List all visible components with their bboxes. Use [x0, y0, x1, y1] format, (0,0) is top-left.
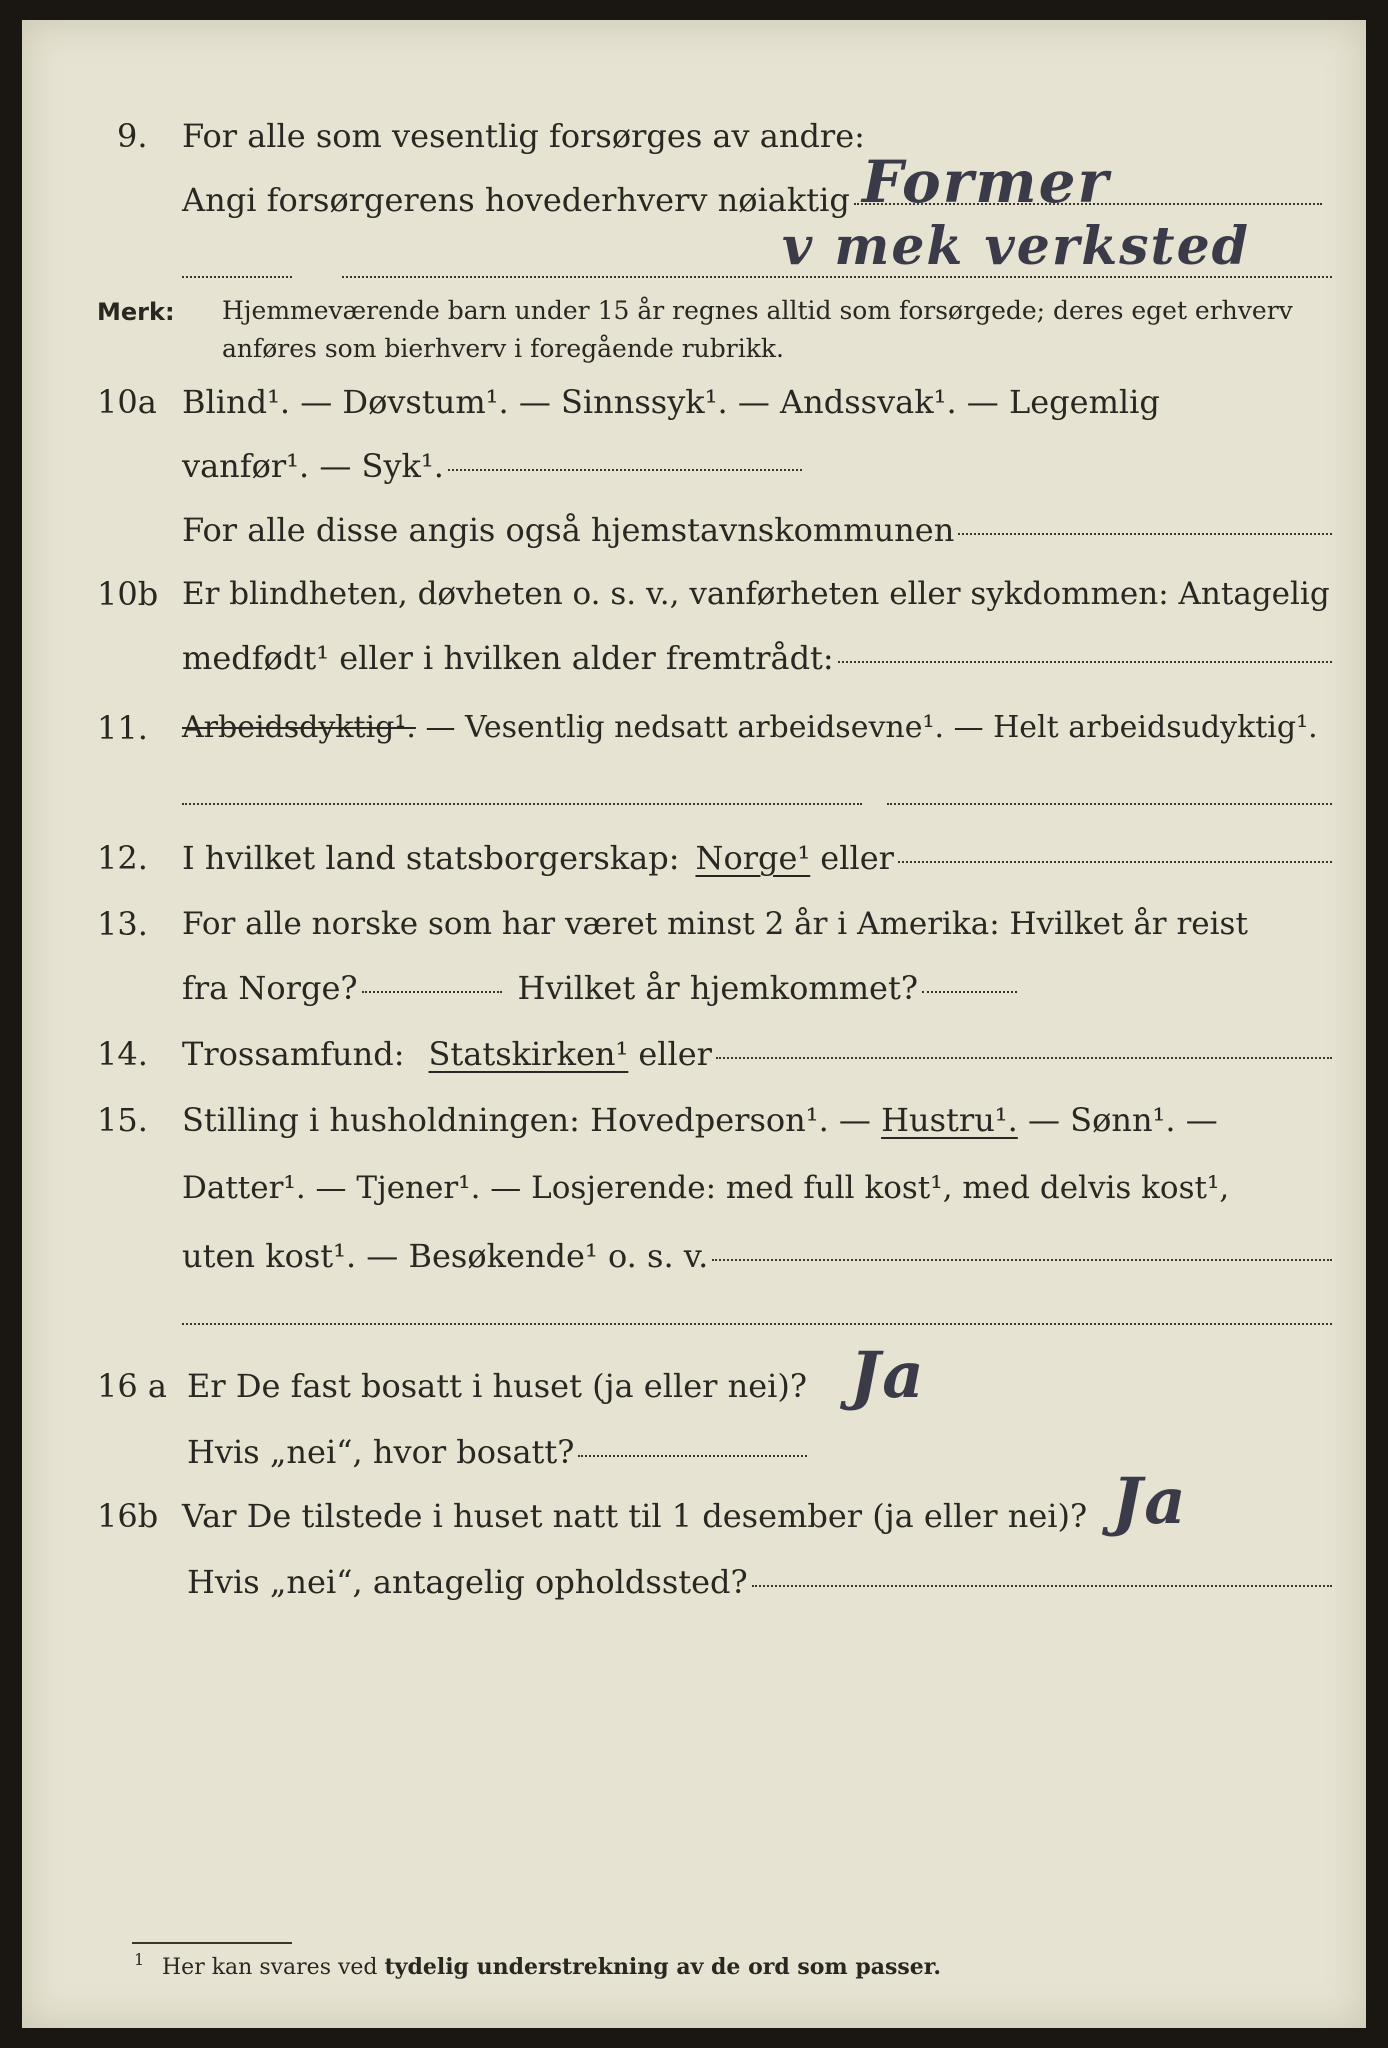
- q11-line: [182, 708, 1318, 748]
- q16b-line2-row: [187, 1562, 1332, 1602]
- q13-number: 13.: [97, 905, 148, 943]
- q10b-line1: Er blindheten, døvheten o. s. v., vanførheten eller sykdommen: Antagelig: [182, 576, 1330, 612]
- q14-number: 14.: [97, 1035, 148, 1073]
- q12-pre: I hvilket land statsborgerskap:: [182, 839, 680, 877]
- q15-marked-answer: Hustru¹.: [881, 1101, 1018, 1139]
- q16b-number: 16b: [97, 1497, 159, 1535]
- q15-extra-field: [182, 1322, 1332, 1325]
- q10a-syk-field: [448, 468, 802, 471]
- q16b-line2: Hvis „nei“, antagelig opholdssted?: [187, 1563, 748, 1601]
- q9-line2: Angi forsørgerens hovederhverv nøiaktig: [182, 181, 850, 219]
- q13-line2-row: [182, 968, 1017, 1008]
- q10a-kommune-field: [958, 532, 1332, 535]
- q10b-line2-row: [182, 638, 1332, 678]
- q9-line1: For alle som vesentlig forsørges av andre:: [182, 117, 865, 155]
- q13-line2a: fra Norge?: [182, 969, 358, 1007]
- q16a-field: [578, 1454, 807, 1457]
- q12-field: [898, 860, 1332, 863]
- merk-text: Hjemmeværende barn under 15 år regnes alltid som forsørgede; deres eget erhverv anføres som bierhverv i foregående rubrikk.: [222, 296, 1293, 363]
- q10a-line2: vanfør¹. — Syk¹.: [182, 447, 444, 485]
- q12-post: eller: [820, 839, 894, 877]
- footnote-rule: [132, 1942, 292, 1944]
- q9-line2-row: [182, 180, 1322, 220]
- q11-marked-answer: Arbeidsdyktig¹.: [182, 710, 416, 745]
- q16a-number: 16 a: [97, 1367, 167, 1405]
- q10a-line3-row: [182, 510, 1332, 550]
- q15-line1-post: — Sønn¹. —: [1027, 1101, 1218, 1139]
- q14-marked-answer: Statskirken¹: [428, 1035, 629, 1073]
- q9-extra-field-a: [182, 275, 292, 278]
- q15-line1: [182, 1100, 1218, 1140]
- q13-line2b: Hvilket år hjemkommet?: [517, 969, 918, 1007]
- q16b-field: [752, 1584, 1332, 1587]
- q11-rest: — Vesentlig nedsatt arbeidsevne¹. — Helt arbeidsudyktig¹.: [425, 710, 1318, 745]
- footnote-mark: 1: [134, 1950, 145, 1969]
- q13-line1: For alle norske som har været minst 2 år i Amerika: Hvilket år reist: [182, 906, 1248, 942]
- q16a-line1: Er De fast bosatt i huset (ja eller nei)?: [187, 1367, 808, 1405]
- q10a-line2-row: [182, 446, 802, 486]
- q16a-handwritten-answer: Ja: [850, 1338, 926, 1413]
- footnote-text-bold: tydelig understrekning av de ord som passer.: [384, 1954, 942, 1980]
- q14-pre: Trossamfund:: [182, 1035, 405, 1073]
- q14-row: [182, 1034, 1332, 1074]
- q11-number: 11.: [97, 709, 148, 747]
- q9-handwritten-answer-1: Former: [862, 148, 1111, 216]
- q12-row: [182, 838, 1332, 878]
- q14-field: [716, 1056, 1332, 1059]
- q10b-number: 10b: [97, 575, 159, 613]
- q15-field: [712, 1258, 1332, 1261]
- q15-line3: uten kost¹. — Besøkende¹ o. s. v.: [182, 1237, 709, 1275]
- q11-field-a: [182, 802, 862, 805]
- q16a-line2: Hvis „nei“, hvor bosatt?: [187, 1433, 575, 1471]
- q16b-handwritten-answer: Ja: [1112, 1464, 1188, 1539]
- q12-marked-answer: Norge¹: [695, 839, 811, 877]
- q10a-line1: Blind¹. — Døvstum¹. — Sinnssyk¹. — Andssvak¹. — Legemlig: [182, 383, 1160, 421]
- q14-post: eller: [638, 1035, 712, 1073]
- q9-handwritten-answer-2: v mek verksted: [782, 216, 1251, 277]
- q12-number: 12.: [97, 839, 148, 877]
- merk-label: Merk:: [97, 298, 175, 326]
- q10a-line3: For alle disse angis også hjemstavnskommunen: [182, 511, 955, 549]
- q15-line3-row: [182, 1236, 1332, 1276]
- q10b-field: [838, 660, 1332, 663]
- q13-reist-field: [362, 990, 502, 993]
- q13-hjemkommet-field: [922, 990, 1017, 993]
- q15-line1-pre: Stilling i husholdningen: Hovedperson¹. —: [182, 1101, 871, 1139]
- footnote-text-plain: Her kan svares ved: [162, 1955, 378, 1980]
- q10a-number: 10a: [97, 383, 157, 421]
- q10b-line2: medfødt¹ eller i hvilken alder fremtrådt:: [182, 639, 834, 677]
- q11-field-b: [887, 802, 1332, 805]
- census-form-page: [22, 20, 1366, 2028]
- q15-line2: Datter¹. — Tjener¹. — Losjerende: med full kost¹, med delvis kost¹,: [182, 1170, 1230, 1206]
- q16a-line2-row: [187, 1432, 807, 1472]
- q16b-line1: Var De tilstede i huset natt til 1 desember (ja eller nei)?: [182, 1497, 1088, 1535]
- q9-number: 9.: [117, 117, 148, 155]
- footnote: [134, 1950, 942, 1980]
- q15-number: 15.: [97, 1101, 148, 1139]
